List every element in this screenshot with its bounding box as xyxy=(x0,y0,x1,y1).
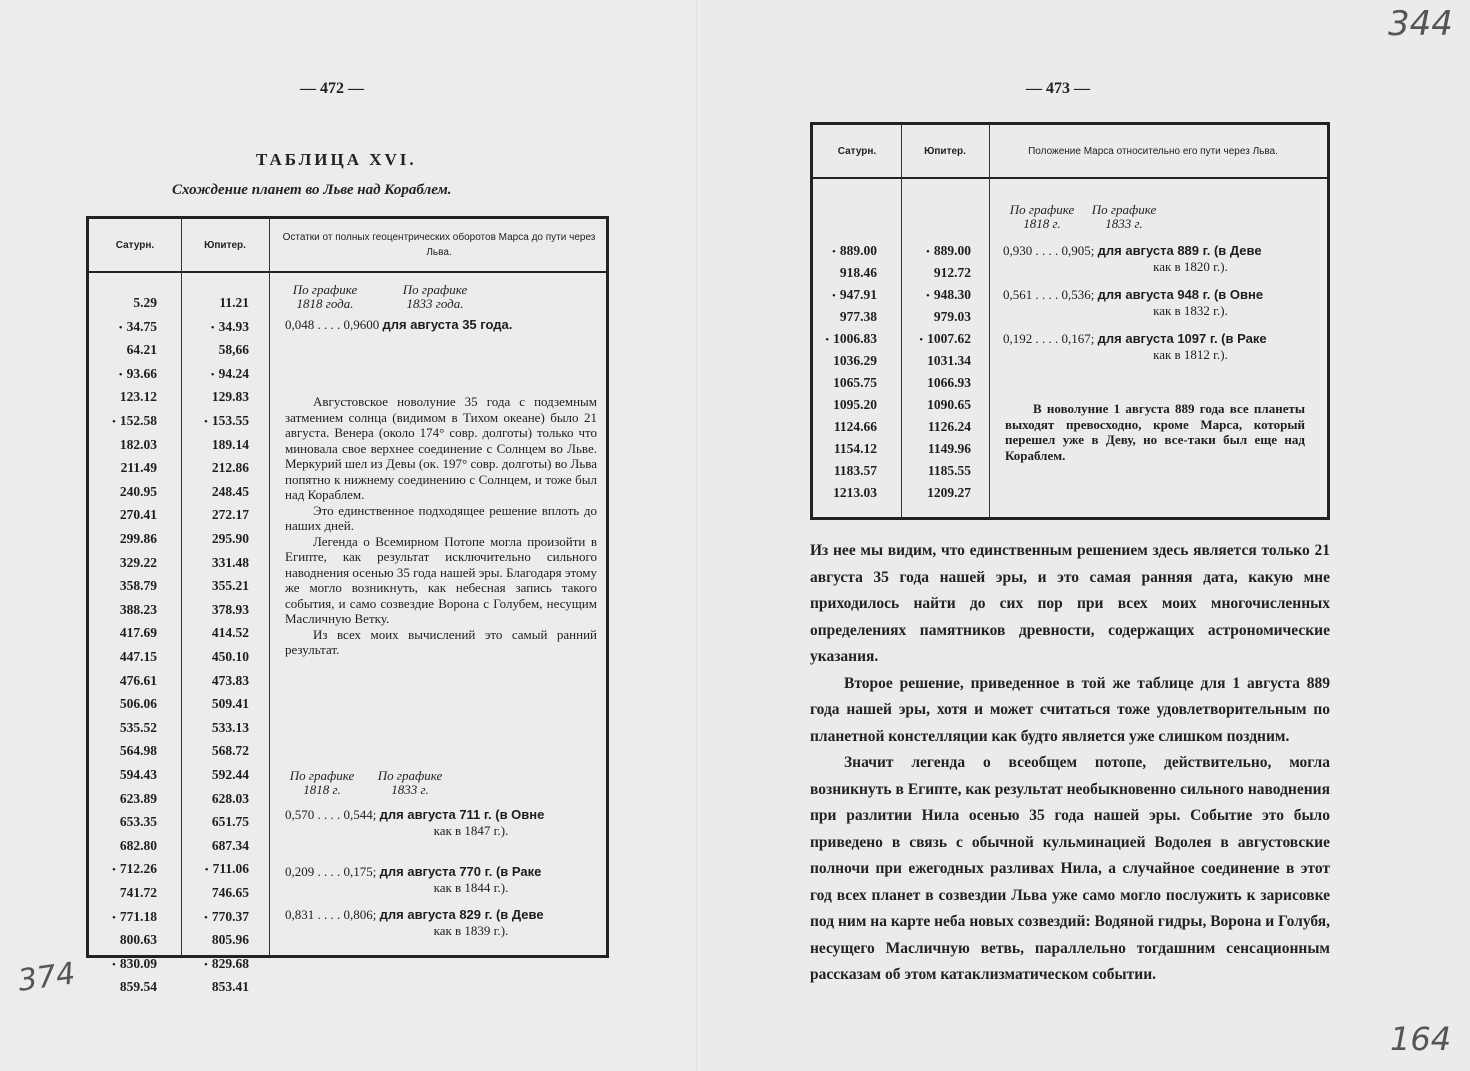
saturn-value: 1183.57 xyxy=(833,463,877,478)
jupiter-value: 1066.93 xyxy=(927,375,971,390)
result-row: 0,930 . . . . 0,905; для августа 889 г. (в Деве как в 1820 г.). xyxy=(1003,243,1318,275)
jupiter-value: 378.93 xyxy=(211,601,249,617)
jupiter-value: 189.14 xyxy=(211,436,249,452)
jupiter-value: 628.03 xyxy=(211,790,249,806)
cell-saturn xyxy=(77,673,157,689)
saturn-value: 1095.20 xyxy=(833,397,877,412)
saturn-value: 564.98 xyxy=(119,743,157,759)
graph-label-1818: По графике 1818 г. xyxy=(289,768,355,797)
note-block xyxy=(285,394,597,658)
result-row: 0,831 . . . . 0,806; для августа 829 г. (в Деве как в 1839 г.). xyxy=(285,907,597,939)
cell-saturn xyxy=(77,602,157,618)
cell-saturn xyxy=(797,331,877,347)
table-title: ТАБЛИЦА XVI. xyxy=(256,150,417,169)
star-marker-icon: • xyxy=(118,368,123,381)
cell-jupiter xyxy=(169,531,249,547)
note-block xyxy=(1005,401,1305,463)
cell-jupiter xyxy=(891,353,971,369)
saturn-value: 388.23 xyxy=(119,601,157,617)
cell-saturn xyxy=(77,578,157,594)
saturn-value: 5.29 xyxy=(133,295,157,310)
value-1818: 0,209 xyxy=(285,864,315,879)
result-text: для августа 770 г. (в Раке xyxy=(379,864,542,879)
jupiter-value: 533.13 xyxy=(211,719,249,735)
jupiter-value: 853.41 xyxy=(211,979,249,995)
note-paragraph: Из всех моих вычислений это самый ранний результат. xyxy=(285,626,597,657)
result-text: для августа 889 г. (в Деве xyxy=(1097,243,1262,258)
cell-jupiter xyxy=(891,463,971,479)
cell-saturn xyxy=(77,460,157,476)
note-paragraph: Это единственное подходящее решение вплоть до наших дней. xyxy=(285,502,597,533)
star-marker-icon: • xyxy=(204,416,208,428)
page-number: — 472 — xyxy=(300,80,364,97)
cell-jupiter xyxy=(169,578,249,594)
cell-saturn xyxy=(797,287,877,303)
saturn-value: 240.95 xyxy=(119,483,157,499)
handwritten-note: 374 xyxy=(15,956,78,999)
cell-saturn xyxy=(797,441,877,457)
jupiter-value: 1185.55 xyxy=(927,463,971,478)
value-1833: 0,544; xyxy=(343,807,377,822)
cell-jupiter xyxy=(169,861,249,877)
cell-saturn xyxy=(797,419,877,435)
star-marker-icon: • xyxy=(112,958,116,971)
jupiter-value: 889.00 xyxy=(933,243,971,258)
cell-jupiter xyxy=(169,814,249,830)
star-marker-icon: • xyxy=(112,416,116,428)
cell-jupiter xyxy=(169,437,249,453)
body-text xyxy=(810,538,1330,989)
value-1818: 0,570 xyxy=(285,807,315,822)
result-row: 0,209 . . . . 0,175; для августа 770 г. (в Раке как в 1844 г.). xyxy=(285,864,597,896)
saturn-value: 211.49 xyxy=(120,460,157,476)
result-text-continued: как в 1832 г.). xyxy=(1153,303,1228,318)
column-divider xyxy=(989,125,990,517)
cell-jupiter xyxy=(169,602,249,618)
star-marker-icon: • xyxy=(919,334,924,346)
saturn-value: 977.38 xyxy=(839,309,877,324)
jupiter-value: 912.72 xyxy=(933,265,971,280)
result-text: для августа 35 года. xyxy=(382,317,513,332)
note-paragraph: Августовское новолуние 35 года с подземным затмением солнца (видимом в Тихом океане) было 21 августа. Венера (около 174° совр. долготы) только что миновала свое верхнее соединение с Солнцем во Льве. Меркурий шел из Девы (ок. 197° совр. долготы) во Льва попятно к нижнему соединению с Солнцем, и тоже был над Кораблем. xyxy=(285,394,597,502)
star-marker-icon: • xyxy=(204,958,208,971)
cell-jupiter xyxy=(169,696,249,712)
saturn-value: 329.22 xyxy=(119,554,157,570)
saturn-value: 771.18 xyxy=(119,908,157,924)
jupiter-value: 948.30 xyxy=(933,287,971,302)
cell-saturn xyxy=(797,485,877,501)
result-text-continued: как в 1844 г.). xyxy=(433,880,509,895)
saturn-value: 1124.66 xyxy=(833,419,877,434)
cell-saturn xyxy=(797,265,877,281)
cell-saturn xyxy=(77,885,157,901)
cell-jupiter xyxy=(169,484,249,500)
value-1833: 0,9600 xyxy=(343,317,380,332)
left-page xyxy=(0,0,700,1071)
saturn-value: 535.52 xyxy=(119,719,157,735)
cell-jupiter xyxy=(891,419,971,435)
jupiter-value: 651.75 xyxy=(211,814,249,830)
saturn-value: 476.61 xyxy=(119,672,157,688)
page-number: — 473 — xyxy=(1026,80,1090,97)
jupiter-value: 414.52 xyxy=(211,625,249,641)
saturn-value: 947.91 xyxy=(839,287,877,302)
cell-jupiter xyxy=(891,485,971,501)
cell-saturn xyxy=(797,353,877,369)
saturn-value: 653.35 xyxy=(119,814,157,830)
cell-jupiter xyxy=(891,265,971,281)
cell-saturn xyxy=(77,531,157,547)
cell-jupiter xyxy=(891,309,971,325)
body-paragraph: Из нее мы видим, что единственным решением здесь является только 21 августа 35 года нашей эры, и это самая ранняя дата, какую мне приходилось найти до сих пор при всех моих многочисленных определениях памятников древности, содержащих астрономические указания. xyxy=(810,542,1330,665)
star-marker-icon: • xyxy=(112,911,116,924)
value-1833: 0,536; xyxy=(1061,287,1095,302)
jupiter-value: 58,66 xyxy=(218,342,249,358)
saturn-value: 417.69 xyxy=(119,625,157,641)
result-row: 0,048 . . . . 0,9600 для августа 35 года. xyxy=(285,317,513,332)
saturn-value: 358.79 xyxy=(119,578,157,594)
body-paragraph: Значит легенда о всеобщем потопе, действительно, могла возникнуть в Египте, как результат необыкновенно сильного наводнения при разлитии Нила осенью 35 года нашей эры. Событие это было приведено в связь с обычной кульминацией Водолея в августовские полночи при ежегодных разливах Нила, а случайное соединение в этот год всех планет в созвездии Льва уже само могло послужить к зарисовке под ним на карте неба новых созвездий: Водяной гидры, Ворона и Голубя, несущего Масличную ветвь, параллельно тогдашним сенсационным рассказам об этом катаклизматическом событии. xyxy=(810,754,1330,983)
cell-saturn xyxy=(797,243,877,259)
star-marker-icon: • xyxy=(926,290,930,302)
cell-jupiter xyxy=(169,460,249,476)
header-jupiter: Юпитер. xyxy=(924,145,966,157)
cell-saturn xyxy=(77,555,157,571)
cell-jupiter xyxy=(169,413,249,429)
jupiter-value: 295.90 xyxy=(211,531,249,546)
jupiter-value: 1149.96 xyxy=(927,441,971,456)
graph-label-1833: По графике 1833 года. xyxy=(402,282,468,311)
jupiter-value: 568.72 xyxy=(211,743,249,759)
cell-jupiter xyxy=(169,979,249,995)
value-1818: 0,048 xyxy=(285,317,315,332)
value-1833: 0,175; xyxy=(343,864,377,879)
saturn-value: 93.66 xyxy=(126,365,157,381)
cell-saturn xyxy=(77,861,157,877)
right-page xyxy=(700,0,1470,1071)
cell-saturn xyxy=(77,295,157,311)
result-row: 0,561 . . . . 0,536; для августа 948 г. (в Овне как в 1832 г.). xyxy=(1003,287,1318,319)
saturn-value: 182.03 xyxy=(119,436,157,452)
cell-saturn xyxy=(797,463,877,479)
cell-jupiter xyxy=(891,441,971,457)
cell-saturn xyxy=(797,397,877,413)
jupiter-value: 805.96 xyxy=(211,932,249,948)
cell-jupiter xyxy=(169,342,249,358)
cell-jupiter xyxy=(169,389,249,405)
saturn-value: 830.09 xyxy=(119,955,157,971)
result-text-continued: как в 1839 г.). xyxy=(433,923,509,938)
cell-jupiter xyxy=(169,791,249,807)
graph-label-1833: По графике 1833 г. xyxy=(377,768,443,797)
cell-saturn xyxy=(77,437,157,453)
cell-jupiter xyxy=(891,397,971,413)
star-marker-icon: • xyxy=(832,290,836,302)
saturn-value: 859.54 xyxy=(119,979,157,995)
saturn-value: 152.58 xyxy=(119,413,157,428)
result-text-continued: как в 1812 г.). xyxy=(1153,347,1228,362)
cell-saturn xyxy=(77,932,157,948)
cell-jupiter xyxy=(169,625,249,641)
jupiter-value: 248.45 xyxy=(211,483,249,499)
jupiter-value: 272.17 xyxy=(211,507,249,523)
column-divider xyxy=(269,219,270,955)
cell-saturn xyxy=(77,838,157,854)
value-1833: 0,806; xyxy=(343,907,377,922)
jupiter-value: 331.48 xyxy=(211,554,249,570)
cell-saturn xyxy=(77,625,157,641)
header-saturn: Сатурн. xyxy=(837,145,877,157)
star-marker-icon: • xyxy=(210,368,215,381)
cell-jupiter xyxy=(169,956,249,972)
saturn-value: 712.26 xyxy=(119,861,157,877)
jupiter-value: 746.65 xyxy=(211,885,249,900)
cell-jupiter xyxy=(169,767,249,783)
saturn-value: 1006.83 xyxy=(833,331,877,346)
result-text: для августа 948 г. (в Овне xyxy=(1097,287,1264,302)
header-mars-position: Положение Марса относительно его пути через Льва. xyxy=(1028,145,1278,157)
cell-saturn xyxy=(77,979,157,995)
star-marker-icon: • xyxy=(204,864,209,877)
star-marker-icon: • xyxy=(825,334,830,346)
header-jupiter: Юпитер. xyxy=(204,239,246,251)
jupiter-value: 509.41 xyxy=(211,696,249,712)
cell-saturn xyxy=(77,413,157,429)
cell-saturn xyxy=(77,814,157,830)
result-text: для августа 829 г. (в Деве xyxy=(379,907,544,922)
jupiter-value: 592.44 xyxy=(211,767,249,782)
cell-saturn xyxy=(77,767,157,783)
cell-saturn xyxy=(77,696,157,712)
cell-saturn xyxy=(77,484,157,500)
saturn-value: 682.80 xyxy=(119,837,157,853)
cell-jupiter xyxy=(169,366,249,382)
handwritten-note: 164 xyxy=(1390,1020,1452,1058)
result-text: для августа 1097 г. (в Раке xyxy=(1097,331,1267,346)
cell-jupiter xyxy=(169,507,249,523)
result-text-continued: как в 1820 г.). xyxy=(1153,259,1228,274)
saturn-value: 64.21 xyxy=(126,342,157,358)
jupiter-value: 829.68 xyxy=(211,955,249,971)
value-1818: 0,930 xyxy=(1003,243,1033,258)
cell-jupiter xyxy=(891,287,971,303)
jupiter-value: 1209.27 xyxy=(927,485,971,500)
cell-jupiter xyxy=(891,243,971,259)
jupiter-value: 153.55 xyxy=(211,413,249,428)
cell-saturn xyxy=(77,720,157,736)
saturn-value: 299.86 xyxy=(119,531,157,546)
saturn-value: 889.00 xyxy=(839,243,877,258)
jupiter-value: 450.10 xyxy=(211,649,249,664)
jupiter-value: 129.83 xyxy=(211,389,249,405)
header-mars-remainders: Остатки от полных геоцентрических оборотов Марса до пути через Льва. xyxy=(282,232,596,258)
saturn-value: 918.46 xyxy=(839,265,877,280)
saturn-value: 506.06 xyxy=(119,696,157,712)
saturn-value: 447.15 xyxy=(119,649,157,664)
star-marker-icon: • xyxy=(832,246,836,258)
jupiter-value: 711.06 xyxy=(212,861,249,877)
jupiter-value: 1007.62 xyxy=(927,331,971,346)
cell-saturn xyxy=(77,319,157,335)
result-row: 0,192 . . . . 0,167; для августа 1097 г. (в Раке как в 1812 г.). xyxy=(1003,331,1318,363)
planet-table-continued xyxy=(810,122,1330,520)
value-1818: 0,831 xyxy=(285,907,315,922)
jupiter-value: 94.24 xyxy=(218,365,249,381)
cell-jupiter xyxy=(169,555,249,571)
cell-jupiter xyxy=(169,649,249,665)
jupiter-value: 1090.65 xyxy=(927,397,971,412)
jupiter-value: 979.03 xyxy=(933,309,971,324)
saturn-value: 123.12 xyxy=(119,389,157,405)
value-1818: 0,561 xyxy=(1003,287,1033,302)
jupiter-value: 473.83 xyxy=(211,672,249,688)
cell-jupiter xyxy=(169,743,249,759)
jupiter-value: 34.93 xyxy=(218,318,249,334)
result-row: 0,570 . . . . 0,544; для августа 711 г. (в Овне как в 1847 г.). xyxy=(285,807,597,839)
value-1818: 0,192 xyxy=(1003,331,1033,346)
saturn-value: 1154.12 xyxy=(833,441,877,456)
value-1833: 0,905; xyxy=(1061,243,1095,258)
saturn-value: 594.43 xyxy=(119,767,157,782)
note-paragraph: В новолуние 1 августа 889 года все планеты выходят превосходно, кроме Марса, который перешел уже в Деву, но все-таки был еще над Кораблем. xyxy=(1005,401,1305,463)
cell-jupiter xyxy=(169,932,249,948)
saturn-value: 34.75 xyxy=(126,318,157,334)
cell-jupiter xyxy=(169,909,249,925)
cell-jupiter xyxy=(169,885,249,901)
jupiter-value: 770.37 xyxy=(211,908,249,924)
cell-jupiter xyxy=(169,673,249,689)
cell-jupiter xyxy=(891,375,971,391)
value-1833: 0,167; xyxy=(1061,331,1095,346)
cell-saturn xyxy=(77,649,157,665)
body-paragraph: Второе решение, приведенное в той же таблице для 1 августа 889 года нашей эры, хотя и может считаться тоже удовлетворительным по планетной констелляции как будто является уже слишком поздним. xyxy=(810,674,1330,745)
cell-saturn xyxy=(797,375,877,391)
jupiter-value: 687.34 xyxy=(211,837,249,853)
cell-saturn xyxy=(77,956,157,972)
star-marker-icon: • xyxy=(210,321,215,334)
saturn-value: 800.63 xyxy=(119,932,157,948)
note-paragraph: Легенда о Всемирном Потопе могла произойти в Египте, как результат исключительно сильного наводнения осенью 35 года нашей эры. Благодаря этому же могло возникнуть, как небесная запись такого события, и само созвездие Ворона с Голубем, несущим Масличную Ветку. xyxy=(285,533,597,626)
cell-saturn xyxy=(77,909,157,925)
saturn-value: 1036.29 xyxy=(833,353,877,368)
jupiter-value: 1126.24 xyxy=(927,419,971,434)
graph-label-1833: По графике 1833 г. xyxy=(1091,202,1157,231)
saturn-value: 1065.75 xyxy=(833,375,877,390)
cell-jupiter xyxy=(169,319,249,335)
cell-saturn xyxy=(77,389,157,405)
saturn-value: 1213.03 xyxy=(833,485,877,500)
table-subtitle: Схождение планет во Льве над Кораблем. xyxy=(172,182,452,198)
cell-saturn xyxy=(77,366,157,382)
cell-saturn xyxy=(77,342,157,358)
cell-jupiter xyxy=(891,331,971,347)
star-marker-icon: • xyxy=(926,246,930,258)
cell-saturn xyxy=(77,791,157,807)
cell-jupiter xyxy=(169,838,249,854)
jupiter-value: 355.21 xyxy=(211,578,249,594)
saturn-value: 741.72 xyxy=(119,885,157,900)
cell-jupiter xyxy=(169,720,249,736)
result-text: для августа 711 г. (в Овне xyxy=(379,807,545,822)
star-marker-icon: • xyxy=(112,864,116,877)
result-text-continued: как в 1847 г.). xyxy=(433,823,509,838)
jupiter-value: 11.21 xyxy=(219,295,249,310)
graph-label-1818: По графике 1818 года. xyxy=(292,282,358,311)
header-saturn: Сатурн. xyxy=(115,239,155,251)
saturn-value: 623.89 xyxy=(119,790,157,806)
jupiter-value: 212.86 xyxy=(211,460,249,476)
cell-saturn xyxy=(797,309,877,325)
handwritten-note: 344 xyxy=(1388,4,1453,44)
cell-saturn xyxy=(77,743,157,759)
star-marker-icon: • xyxy=(204,911,208,924)
star-marker-icon: • xyxy=(118,321,123,334)
cell-saturn xyxy=(77,507,157,523)
jupiter-value: 1031.34 xyxy=(927,353,971,368)
graph-label-1818: По графике 1818 г. xyxy=(1009,202,1075,231)
cell-jupiter xyxy=(169,295,249,311)
saturn-value: 270.41 xyxy=(119,507,157,523)
planet-table-xvi xyxy=(86,216,609,995)
